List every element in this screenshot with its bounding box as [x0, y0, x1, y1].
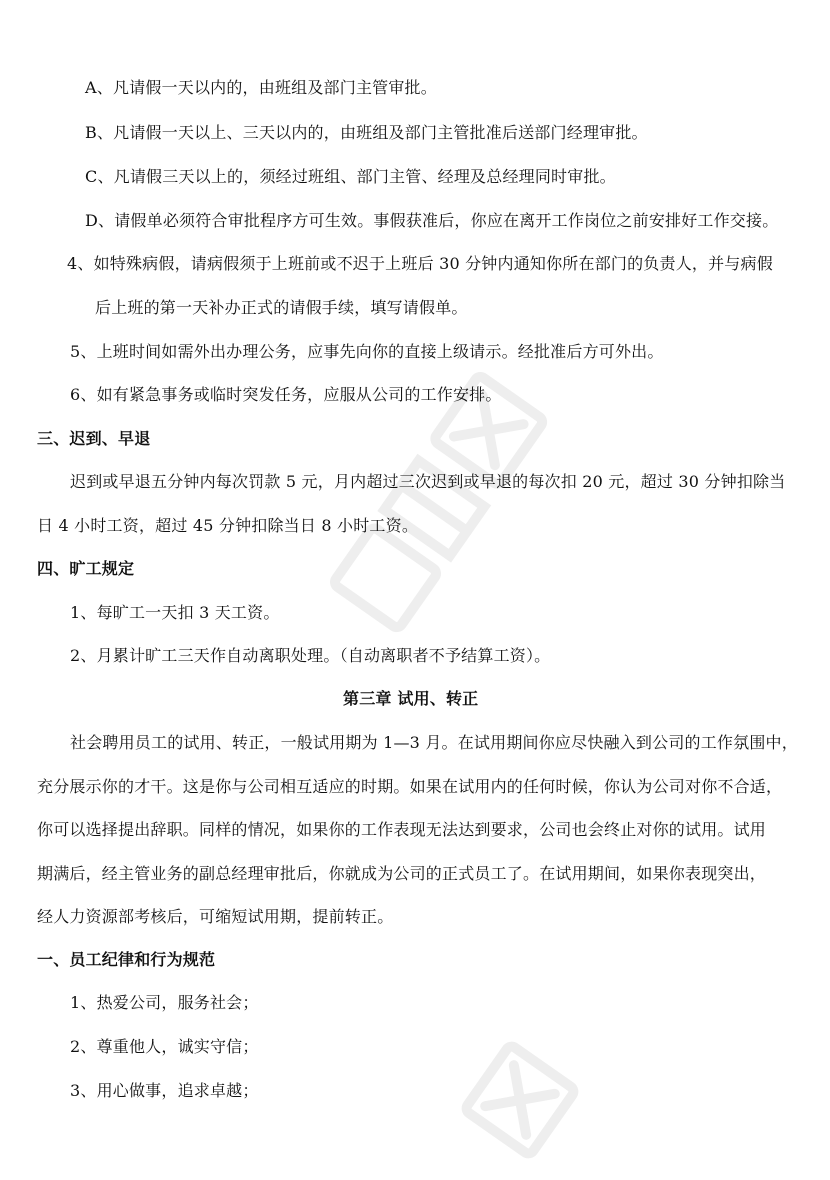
text-line: 6、如有紧急事务或临时突发任务，应服从公司的工作安排。	[70, 385, 502, 404]
text-line: 4、如特殊病假，请病假须于上班前或不迟于上班后 30 分钟内通知你所在部门的负责人，并与病假	[67, 254, 773, 273]
section-heading: 三、迟到、早退	[37, 429, 151, 448]
text-line: 你可以选择提出辞职。同样的情况，如果你的工作表现无法达到要求，公司也会终止对你的试用。试用	[37, 820, 767, 839]
text-line: 日 4 小时工资，超过 45 分钟扣除当日 8 小时工资。	[37, 516, 419, 535]
text-line: D、请假单必须符合审批程序方可生效。事假获准后，你应在离开工作岗位之前安排好工作交接。	[85, 211, 779, 230]
text-line: 经人力资源部考核后，可缩短试用期，提前转正。	[37, 907, 394, 926]
text-line: 2、月累计旷工三天作自动离职处理。（自动离职者不予结算工资）。	[70, 646, 551, 665]
watermark-graphic-bottom	[420, 1020, 620, 1180]
text-line: 后上班的第一天补办正式的请假手续，填写请假单。	[95, 298, 468, 317]
text-line: 1、每旷工一天扣 3 天工资。	[70, 603, 280, 622]
text-line: 充分展示你的才干。这是你与公司相互适应的时期。如果在试用内的任何时候，你认为公司对你不合适，	[37, 777, 783, 796]
text-line: B、凡请假一天以上、三天以内的，由班组及部门主管批准后送部门经理审批。	[85, 123, 648, 142]
text-line: 5、上班时间如需外出办理公务，应事先向你的直接上级请示。经批准后方可外出。	[70, 342, 664, 361]
text-line: 3、用心做事，追求卓越；	[70, 1081, 259, 1100]
text-line: 2、尊重他人，诚实守信；	[70, 1037, 259, 1056]
text-line: 期满后，经主管业务的副总经理审批后，你就成为公司的正式员工了。在试用期间，如果你表现突出，	[37, 864, 767, 883]
section-heading: 四、旷工规定	[37, 559, 135, 578]
text-line: C、凡请假三天以上的，须经过班组、部门主管、经理及总经理同时审批。	[85, 167, 616, 186]
text-line: 社会聘用员工的试用、转正，一般试用期为 1—3 月。在试用期间你应尽快融入到公司的工作氛围中，	[70, 733, 798, 752]
text-line: 1、热爱公司，服务社会；	[70, 993, 259, 1012]
chapter-title: 第三章 试用、转正	[343, 689, 479, 708]
text-line: 迟到或早退五分钟内每次罚款 5 元，月内超过三次迟到或早退的每次扣 20 元，超过 30 分钟扣除当	[70, 472, 786, 491]
text-line: A、凡请假一天以内的，由班组及部门主管审批。	[85, 78, 437, 97]
section-heading: 一、员工纪律和行为规范	[37, 950, 216, 969]
